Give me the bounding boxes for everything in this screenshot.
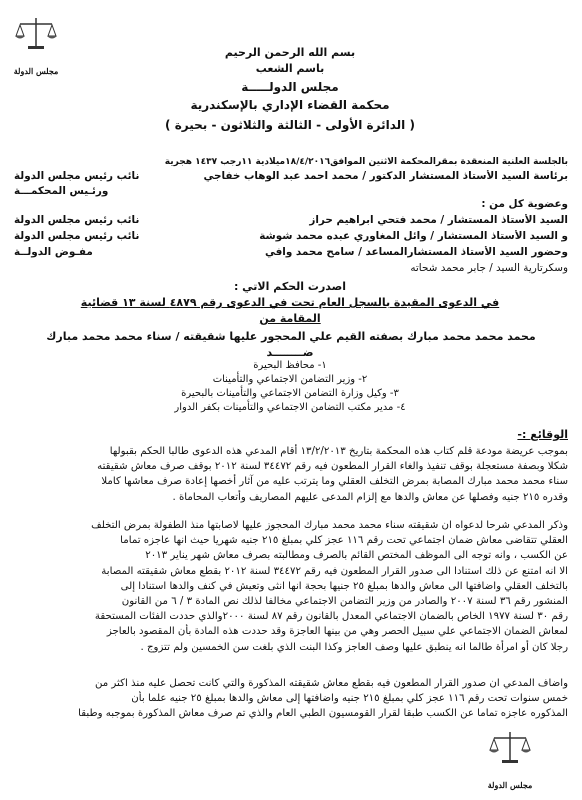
commissioner-title: مفـوض الدولــة [14, 246, 93, 258]
member-2-title: نائب رئيس مجلس الدولة [14, 230, 140, 242]
scales-of-justice-icon [12, 12, 60, 68]
facts-line: شكلا وبصفة مستعجلة بوقف تنفيذ والغاء القرار المطعون فيه رقم ٣٤٤٧٢ لسنة ٢٠١٢ بوقف صرف معاش شقيقته [97, 461, 568, 473]
facts-line: لمعاش الضمان الاجتماعي علي سبيل الحصر وهي من بينها العاجزة وقد حددت هذه المادة بأن المقصود بالعاجز [106, 626, 568, 638]
secretary: وسكرتارية السيد / جابر محمد شحاته [410, 262, 568, 274]
facts-line: وقدره ٢١٥ جنيه وفصلها عن معاش والدها مع إلزام المدعى عليهم المصاريف وأتعاب المحاماة . [172, 491, 568, 503]
defendant-2: ٢- وزير التضامن الاجتماعي والتأمينات [212, 374, 368, 385]
logo-caption-bottom: مجلس الدولة [487, 780, 533, 790]
in-the-name-of-the-people: باسم الشعب [255, 62, 325, 75]
facts-paragraph-1 [14, 444, 568, 505]
against-label: ضــــــــد [266, 346, 314, 359]
facts-line: المنشور رقم ٣٦ لسنة ٢٠٠٧ والصادر من وزير التضامن الاجتماعي مخالفا لذلك نص المادة ٣ / ٦ من القانون [121, 596, 568, 608]
commissioner: وحضور السيد الأستاذ المستشارالمساعد / سامح محمد وافي [264, 246, 568, 258]
defendant-3: ٣- وكيل وزارة التضامن الاجتماعي والتأمينات بالبحيرة [181, 388, 399, 399]
facts-line: الا انه امتنع عن ذلك استنادا الى صدور القرار المطعون فيه رقم ٣٤٤٧٢ لسنة ٢٠١٢ بقطع معاش شقيقته المصابة [101, 565, 568, 577]
presiding-judge: برئاسة السيد الأستاذ المستشار الدكتور / محمد احمد عبد الوهاب خفاجي [203, 170, 568, 182]
facts-line: المذكوره عاجزه تماما عن الكسب طبقا لقرار القومسيون الطبي العام والذي تم صرف معاش المذكورة بموجبه وطبقا [78, 708, 568, 720]
ruling-issued: اصدرت الحكم الاتي : [233, 280, 347, 293]
facts-line: واضاف المدعي ان صدور القرار المطعون فيه بقطع معاش شقيقته المذكورة والتي كانت تحصل عليه منذ اكثر من [94, 678, 568, 689]
presiding-judge-title: نائب رئيس مجلس الدولة [14, 170, 140, 182]
state-council-logo-top [12, 12, 60, 68]
facts-line: العقلي تتقاضى معاش ضمان اجتماعي تحت رقم ١١٦ عجز كلي بمبلغ ٢١٥ جنيه شهريا حيث انها عاجزه تماما [120, 535, 568, 547]
facts-line: سناء محمد محمد مبارك المصابة بمرض التخلف العقلي وما يترتب عليه من آثار أخصها إعادة صرف معاشها كاملا [101, 476, 568, 488]
defendant-1: ١- محافظ البحيرة [253, 360, 327, 371]
members-label: وعضوية كل من : [481, 198, 568, 210]
facts-line: وذكر المدعي شرحا لدعواه ان شقيقته سناء محمد محمد مبارك المحجوز عليها لاصابتها منذ الطفولة بمرض التخلف [91, 520, 568, 531]
plaintiff: محمد محمد محمد مبارك بصفته القيم علي المحجور عليها شقيقته / سناء محمد محمد مبارك [46, 330, 536, 343]
facts-line: رجلا كان أو امرأة طالما انه ينطبق عليها وصف العاجز وكذا البنت الذي بلغت سن الخمسين ولم تتزوج . [140, 641, 568, 653]
court-circuit: ( الدائرة الأولى - الثالثة والثلاثون - بحيرة ) [165, 118, 415, 132]
filed-by-label: المقامة من [259, 312, 321, 325]
basmala: بسم الله الرحمن الرحيم [224, 46, 356, 59]
member-2: و السيد الأستاذ المستشار / وائل المغاوري عبده محمد شوشة [259, 230, 568, 242]
member-1: السيد الأستاذ المستشار / محمد فتحي ابراهيم حراز [309, 214, 568, 226]
session-date: بالجلسة العلنية المنعقدة بمقرالمحكمة الاثنين الموافق١٨/٤/٢٠١٦ميلادية ١١رجب ١٤٣٧ هجرية [164, 157, 568, 167]
facts-line: رقم ٣٠ لسنة ١٩٧٧ الخاص بالضمان الاجتماعي المعدل بالقانون رقم ٨٧ لسنة ٢٠٠٠والذي حددت الفئات المستحقة [94, 611, 568, 623]
presiding-judge-title-2: ورئـيس المحكمـــة [14, 185, 109, 197]
facts-line: بموجب عريضة مودعة قلم كتاب هذه المحكمة بتاريخ ١٣/٢/٢٠١٣ أقام المدعي هذه الدعوى طالبا الحكم بقبولها [109, 446, 568, 457]
facts-line: بالتخلف العقلي واضافتها الى معاش والدها بمبلغ ٢٥ جنيها بحجة انها انثى وتعيش في كنف والدها استنادا إلى [120, 580, 568, 592]
state-council-logo-bottom [486, 726, 534, 782]
facts-paragraph-3 [14, 676, 568, 722]
facts-line: عن الكسب ، وانه توجه الى الموظف المختص القائم بالصرف ومطالبته بصرف معاش شهر يناير ٢٠١٣ [145, 550, 568, 562]
member-1-title: نائب رئيس مجلس الدولة [14, 214, 140, 226]
facts-paragraph-2 [14, 518, 568, 655]
logo-caption-top: مجلس الدولة [13, 66, 59, 76]
facts-line: خمس سنوات تحت رقم ١١٦ عجز كلي بمبلغ ٢١٥ جنيه واضافتها إلى معاش والدها بمبلغ ٢٥ جنيه علما بأن [131, 693, 568, 705]
scales-of-justice-icon [486, 726, 534, 782]
facts-heading: الوقائع :- [517, 428, 568, 441]
state-council-title: مجلس الدولـــــة [241, 80, 339, 94]
case-number: في الدعوى المقيدة بالسجل العام تحت في الدعوى رقم ٤٨٧٩ لسنة ١٣ قضائية [80, 296, 500, 309]
defendant-4: ٤- مدير مكتب التضامن الاجتماعي والتأمينات بكفر الدوار [174, 402, 406, 413]
court-name: محكمة القضاء الإداري بالإسكندرية [190, 98, 390, 112]
